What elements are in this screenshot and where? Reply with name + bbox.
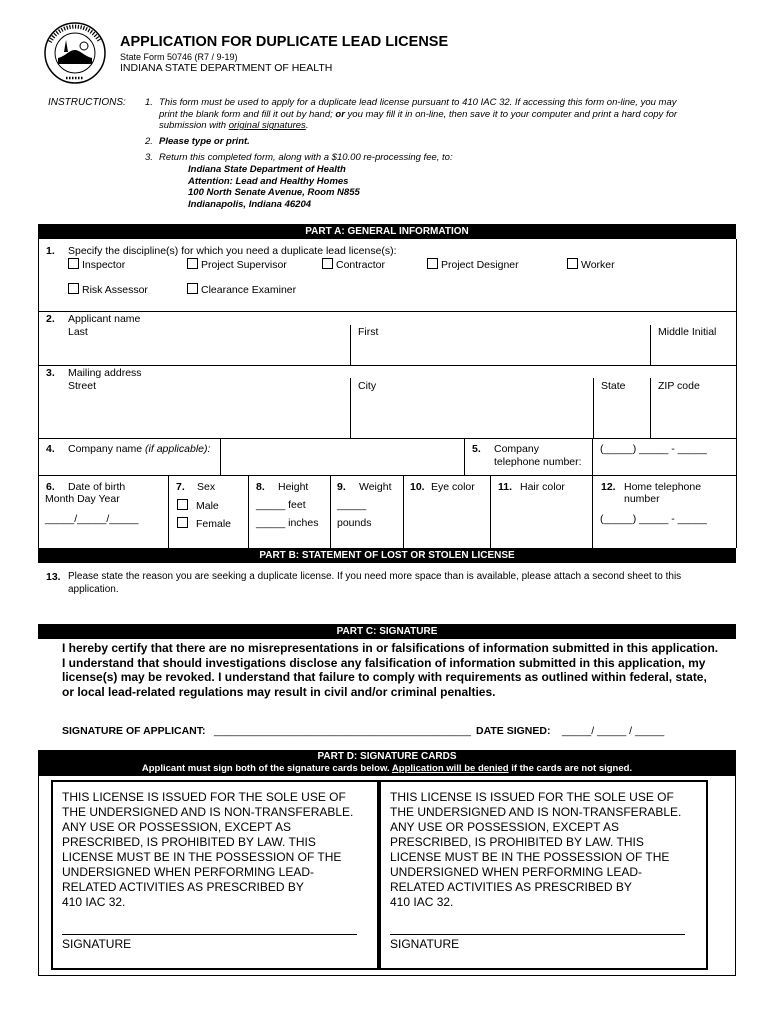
part-d-title: PART D: SIGNATURE CARDS [317,751,457,762]
department-name: INDIANA STATE DEPARTMENT OF HEALTH [120,62,333,74]
checkbox-box[interactable] [68,283,79,294]
card-signature-label: SIGNATURE [62,937,132,951]
form-title: APPLICATION FOR DUPLICATE LEAD LICENSE [120,34,449,50]
checkbox-male[interactable]: Male [177,499,219,512]
mailing-address-block: Indiana State Department of Health Attention: Lead and Healthy Homes 100 North Senate Avenue, Room N855 Indianapolis, Indiana 46204 [188,164,360,210]
hair-color-label: Hair color [520,481,565,493]
instruction-3-number: 3. [145,152,153,163]
part-d-header [38,750,736,776]
company-telephone-label: Company [494,443,539,455]
card-text: THIS LICENSE IS ISSUED FOR THE SOLE USE OF THE UNDERSIGNED AND IS NON-TRANSFERABLE. ANY USE OR POSSESSION, EXCEPT AS PRESCRIBED, IS PROHIBITED BY LAW. THIS LICENSE MUST BE IN THE POSSESSION OF THE UNDERSIGNED WHEN PERFORMING LEAD- RELATED ACTIVITIES AS PRESCRIBED BY 410 IAC 32. [62,790,354,909]
q13-label: Please state the reason you are seeking a duplicate license. If you need more space than is available, please attach a second sheet to this [68,571,682,582]
company-name-field[interactable] [222,440,462,473]
signature-of-applicant-field[interactable]: ____________________________________________ [214,725,471,737]
date-of-birth-label: Date of birth [68,481,126,493]
instruction-1-number: 1. [145,97,153,108]
first-name-field[interactable]: First [358,326,379,338]
q10-number: 10. [410,481,425,493]
sex-label: Sex [197,481,216,493]
checkbox-box[interactable] [427,258,438,269]
q3-number: 3. [46,367,55,379]
checkbox-inspector[interactable]: Inspector [68,258,125,271]
middle-initial-field[interactable]: Middle Initial [658,326,717,338]
eye-color-label: Eye color [431,481,475,493]
state-field[interactable]: State [601,380,626,392]
checkbox-clearance-examiner[interactable]: Clearance Examiner [187,283,296,296]
weight-field[interactable]: _____ [337,499,367,511]
card-signature-label: SIGNATURE [390,937,460,951]
city-field[interactable]: City [358,380,377,392]
company-name-label: Company name (if applicable): [68,443,211,455]
q13-number: 13. [46,571,61,583]
checkbox-box[interactable] [177,517,188,528]
date-signed-field[interactable]: _____/ _____ / _____ [562,725,665,737]
card-text: THIS LICENSE IS ISSUED FOR THE SOLE USE OF THE UNDERSIGNED AND IS NON-TRANSFERABLE. ANY USE OR POSSESSION, EXCEPT AS PRESCRIBED, IS PROHIBITED BY LAW. THIS LICENSE MUST BE IN THE POSSESSION OF THE UNDERSIGNED WHEN PERFORMING LEAD- RELATED ACTIVITIES AS PRESCRIBED BY 410 IAC 32. [390,790,682,909]
checkbox-box[interactable] [68,258,79,269]
home-telephone-field[interactable]: (_____) _____ - _____ [600,513,707,525]
checkbox-box[interactable] [567,258,578,269]
weight-label: Weight [359,481,392,493]
instruction-2-number: 2. [145,136,153,147]
checkbox-female[interactable]: Female [177,517,231,530]
q13-label-2: application. [68,584,119,595]
q5-number: 5. [472,443,481,455]
certification-statement: I hereby certify that there are no misrepresentations in or falsifications of information submitted in this application. I understand that should investigations disclose any falsification of information submitted in this application, my license(s) may be revoked. I understand that failure to comply with requirements as outlined within federal, state, or local lead-related regulations may result in civil and/or criminal penalties. [62,641,719,699]
checkbox-box[interactable] [322,258,333,269]
reason-field[interactable] [38,598,736,622]
instruction-1: This form must be used to apply for a duplicate lead license pursuant to 410 IAC 32. If accessing this form on-line, you may print the blank form and fill it out by hand; or you may fill it in on-line, then save it to your computer and print a hard copy for submission with original signatures. [159,97,678,131]
card-signature-line[interactable] [62,934,357,935]
checkbox-box[interactable] [187,258,198,269]
weight-pounds-label: pounds [337,517,372,529]
q2-number: 2. [46,313,55,325]
checkbox-worker[interactable]: Worker [567,258,615,271]
q3-label: Mailing address [68,367,142,379]
q8-number: 8. [256,481,265,493]
checkbox-box[interactable] [187,283,198,294]
checkbox-box[interactable] [177,499,188,510]
q11-number: 11. [498,481,513,493]
q6-number: 6. [46,481,55,493]
q12-number: 12. [601,481,616,493]
zip-code-field[interactable]: ZIP code [658,380,700,392]
state-seal-logo [44,22,106,84]
checkbox-project-supervisor[interactable]: Project Supervisor [187,258,287,271]
home-telephone-label: Home telephone [624,481,702,493]
company-telephone-label-2: telephone number: [494,456,582,468]
checkbox-contractor[interactable]: Contractor [322,258,385,271]
q2-label: Applicant name [68,313,141,325]
street-field[interactable]: Street [68,380,97,392]
instruction-3: Return this completed form, along with a $10.00 re-processing fee, to: [159,152,453,163]
card-signature-line[interactable] [390,934,685,935]
form-number: State Form 50746 (R7 / 9-19) [120,52,238,62]
instructions-label: INSTRUCTIONS: [48,97,126,108]
height-inches-field[interactable]: _____ inches [256,517,319,529]
date-signed-label: DATE SIGNED: [476,725,551,737]
q1-label: Specify the discipline(s) for which you need a duplicate lead license(s): [68,245,397,257]
part-b-header: PART B: STATEMENT OF LOST OR STOLEN LICENSE [38,548,736,563]
checkbox-project-designer[interactable]: Project Designer [427,258,519,271]
q7-number: 7. [176,481,185,493]
q9-number: 9. [337,481,346,493]
part-c-header: PART C: SIGNATURE [38,624,736,639]
date-of-birth-field[interactable]: _____/_____/_____ [45,513,139,525]
part-d-subtitle: Applicant must sign both of the signature cards below. Application will be denied if the cards are not signed. [141,763,633,774]
height-label: Height [278,481,309,493]
height-feet-field[interactable]: _____ feet [256,499,306,511]
instruction-2: Please type or print. [159,136,250,147]
signature-of-applicant-label: SIGNATURE OF APPLICANT: [62,725,206,737]
company-telephone-field[interactable]: (_____) _____ - _____ [600,443,707,455]
signature-card-right [379,780,708,970]
signature-card-left [51,780,379,970]
date-of-birth-sublabel: Month Day Year [45,493,120,505]
checkbox-risk-assessor[interactable]: Risk Assessor [68,283,148,296]
part-a-header: PART A: GENERAL INFORMATION [38,224,736,239]
home-telephone-label-2: number [624,493,660,505]
q4-number: 4. [46,443,55,455]
q1-number: 1. [46,245,55,257]
last-name-field[interactable]: Last [68,326,88,338]
